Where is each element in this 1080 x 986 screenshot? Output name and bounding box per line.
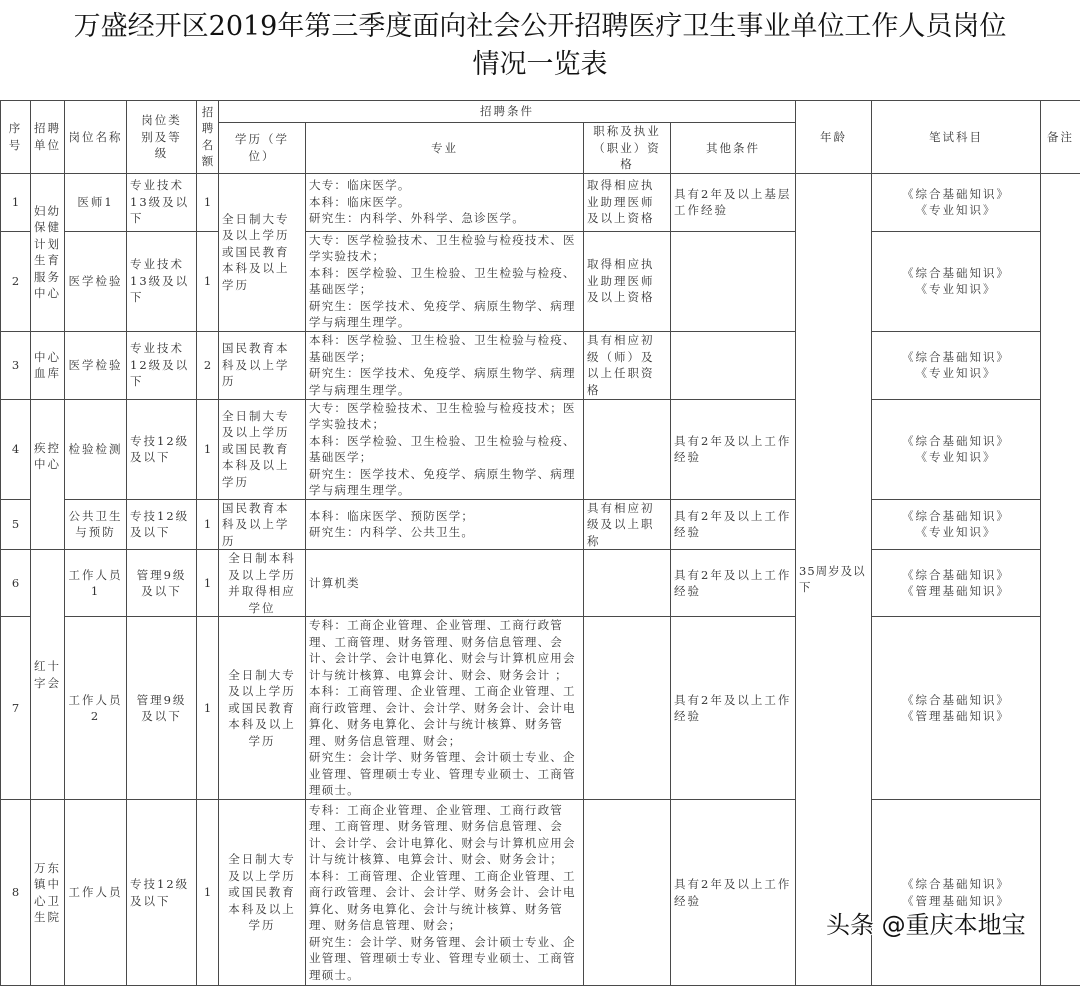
cell-category: 专技12级及以下	[127, 399, 197, 499]
col-header-exam: 笔试科目	[872, 101, 1041, 174]
cell-education: 国民教育本科及以上学历	[219, 331, 306, 399]
cell-position: 工作人员2	[65, 617, 127, 800]
cell-education: 全日制大专及以上学历或国民教育本科及以上学历	[219, 617, 306, 800]
cell-quota: 1	[197, 800, 219, 986]
exam-subject: 《综合基础知识》	[875, 508, 1037, 525]
table-row	[1, 173, 1080, 231]
cell-major	[306, 173, 584, 231]
major-line: 专科：工商企业管理、企业管理、工商行政管理、工商管理、财务管理、财务信息管理、会计、会计学、会计电算化、财会与计算机应用会计与统计核算、电算会计、财会、财务会计；	[309, 802, 580, 868]
cell-category: 专技12级及以下	[127, 800, 197, 986]
major-line: 大专：医学检验技术、卫生检验与检疫技术；医学实验技术；	[309, 400, 580, 433]
cell-quota: 1	[197, 550, 219, 617]
exam-subject: 《专业知识》	[875, 202, 1037, 219]
exam-subject: 《综合基础知识》	[875, 692, 1037, 709]
cell-other: 具有2年及以上工作经验	[671, 399, 796, 499]
header-row-1	[1, 101, 1080, 123]
cell-title-qual	[584, 617, 671, 800]
major-line: 大专：医学检验技术、卫生检验与检疫技术、医学实验技术；	[309, 232, 580, 265]
cell-position: 工作人员1	[65, 550, 127, 617]
cell-category: 管理9级及以下	[127, 617, 197, 800]
cell-title-qual	[584, 800, 671, 986]
table-row	[1, 800, 1080, 986]
page-title	[0, 8, 1080, 84]
cell-quota: 1	[197, 617, 219, 800]
exam-subject: 《管理基础知识》	[875, 708, 1037, 725]
cell-category: 专业技术12级及以下	[127, 331, 197, 399]
col-header-education: 学历（学位）	[219, 123, 306, 174]
cell-major	[306, 499, 584, 550]
cell-position: 医师1	[65, 173, 127, 231]
cell-position: 工作人员	[65, 800, 127, 986]
major-line: 大专：临床医学。	[309, 177, 580, 194]
cell-seq: 2	[1, 231, 31, 331]
cell-seq: 7	[1, 617, 31, 800]
cell-unit: 妇幼保健计划生育服务中心	[31, 173, 65, 331]
cell-education: 全日制大专及以上学历或国民教育本科及以上学历	[219, 800, 306, 986]
exam-subject: 《专业知识》	[875, 449, 1037, 466]
cell-category: 专技12级及以下	[127, 499, 197, 550]
major-line: 计算机类	[309, 575, 580, 592]
cell-title-qual: 取得相应执业助理医师及以上资格	[584, 173, 671, 231]
cell-seq: 4	[1, 399, 31, 499]
cell-unit: 疾控中心	[31, 399, 65, 550]
table-row	[1, 617, 1080, 800]
exam-subject: 《综合基础知识》	[875, 433, 1037, 450]
major-line: 本科：临床医学、预防医学；	[309, 508, 580, 525]
cell-seq: 1	[1, 173, 31, 231]
exam-subject: 《专业知识》	[875, 524, 1037, 541]
cell-seq: 3	[1, 331, 31, 399]
cell-other	[671, 331, 796, 399]
major-line: 专科：工商企业管理、企业管理、工商行政管理、工商管理、财务管理、财务信息管理、会计、会计学、会计电算化、财会与计算机应用会计与统计核算、电算会计、财会、财务会计 ；	[309, 617, 580, 683]
col-header-category: 岗位类别及等级	[127, 101, 197, 174]
major-line: 本科：临床医学。	[309, 194, 580, 211]
exam-subject: 《综合基础知识》	[875, 186, 1037, 203]
cell-exam	[872, 800, 1041, 986]
cell-position: 检验检测	[65, 399, 127, 499]
cell-unit: 红十字会	[31, 550, 65, 800]
cell-exam	[872, 617, 1041, 800]
cell-other: 具有2年及以上工作经验	[671, 800, 796, 986]
col-header-other: 其他条件	[671, 123, 796, 174]
cell-quota: 1	[197, 231, 219, 331]
col-header-title-qual: 职称及执业（职业）资格	[584, 123, 671, 174]
cell-other	[671, 231, 796, 331]
cell-education: 国民教育本科及以上学历	[219, 499, 306, 550]
table-row	[1, 231, 1080, 331]
cell-position: 医学检验	[65, 331, 127, 399]
cell-position: 医学检验	[65, 231, 127, 331]
cell-other: 具有2年及以上工作经验	[671, 617, 796, 800]
cell-major	[306, 399, 584, 499]
exam-subject: 《综合基础知识》	[875, 876, 1037, 893]
exam-subject: 《综合基础知识》	[875, 349, 1037, 366]
exam-subject: 《管理基础知识》	[875, 893, 1037, 910]
cell-other: 具有2年及以上工作经验	[671, 550, 796, 617]
major-line: 研究生：内科学、外科学、急诊医学。	[309, 210, 580, 227]
col-header-remark: 备注	[1041, 101, 1080, 174]
cell-major	[306, 800, 584, 986]
major-line: 本科：工商管理、企业管理、工商企业管理、工商行政管理、会计、会计学、财务会计、会计电算化、财务电算化、会计与统计核算、财务管理、财务信息管理、财会；	[309, 683, 580, 749]
exam-subject: 《综合基础知识》	[875, 265, 1037, 282]
exam-subject: 《综合基础知识》	[875, 567, 1037, 584]
cell-title-qual: 具有相应初级及以上职称	[584, 499, 671, 550]
table-row	[1, 331, 1080, 399]
cell-category: 专业技术13级及以下	[127, 231, 197, 331]
cell-title-qual: 具有相应初级（师）及以上任职资格	[584, 331, 671, 399]
title-line-2: 情况一览表	[0, 46, 1080, 84]
exam-subject: 《专业知识》	[875, 281, 1037, 298]
cell-category: 管理9级及以下	[127, 550, 197, 617]
cell-position: 公共卫生与预防	[65, 499, 127, 550]
cell-quota: 1	[197, 173, 219, 231]
major-line: 研究生：会计学、财务管理、会计硕士专业、企业管理、管理硕士专业、管理专业硕士、工商管理硕士。	[309, 934, 580, 984]
table-row	[1, 550, 1080, 617]
cell-unit: 万东镇中心卫生院	[31, 800, 65, 986]
major-line: 本科：工商管理、企业管理、工商企业管理、工商行政管理、会计、会计学、财务会计、会计电算化、财务电算化、会计与统计核算、财务管理、财务信息管理、财会；	[309, 868, 580, 934]
cell-age: 35周岁及以下	[796, 173, 872, 986]
major-line: 本科：医学检验、卫生检验、卫生检验与检疫、基础医学；	[309, 332, 580, 365]
cell-major	[306, 550, 584, 617]
col-header-quota: 招聘名额	[197, 101, 219, 174]
col-header-seq: 序号	[1, 101, 31, 174]
major-line: 研究生：会计学、财务管理、会计硕士专业、企业管理、管理硕士专业、管理专业硕士、工商管理硕士。	[309, 749, 580, 799]
col-header-age: 年龄	[796, 101, 872, 174]
cell-title-qual	[584, 399, 671, 499]
major-line: 本科：医学检验、卫生检验、卫生检验与检疫、基础医学；	[309, 433, 580, 466]
cell-title-qual: 取得相应执业助理医师及以上资格	[584, 231, 671, 331]
col-header-conditions: 招聘条件	[219, 101, 796, 123]
col-header-position: 岗位名称	[65, 101, 127, 174]
cell-exam	[872, 550, 1041, 617]
title-line-1: 万盛经开区2019年第三季度面向社会公开招聘医疗卫生事业单位工作人员岗位	[0, 8, 1080, 46]
cell-exam	[872, 331, 1041, 399]
major-line: 本科：医学检验、卫生检验、卫生检验与检疫、基础医学；	[309, 265, 580, 298]
cell-other: 具有2年及以上基层工作经验	[671, 173, 796, 231]
cell-other: 具有2年及以上工作经验	[671, 499, 796, 550]
cell-education: 全日制大专及以上学历或国民教育本科及以上学历	[219, 399, 306, 499]
cell-exam	[872, 231, 1041, 331]
cell-quota: 1	[197, 499, 219, 550]
cell-unit: 中心血库	[31, 331, 65, 399]
col-header-major: 专业	[306, 123, 584, 174]
table-row	[1, 399, 1080, 499]
cell-title-qual	[584, 550, 671, 617]
cell-major	[306, 231, 584, 331]
cell-quota: 2	[197, 331, 219, 399]
exam-subject: 《管理基础知识》	[875, 583, 1037, 600]
cell-major	[306, 617, 584, 800]
cell-major	[306, 331, 584, 399]
cell-remark	[1041, 173, 1080, 986]
positions-table	[0, 100, 1080, 986]
cell-seq: 8	[1, 800, 31, 986]
col-header-unit: 招聘单位	[31, 101, 65, 174]
major-line: 研究生：内科学、公共卫生。	[309, 524, 580, 541]
cell-category: 专业技术13级及以下	[127, 173, 197, 231]
major-line: 研究生：医学技术、免疫学、病原生物学、病理学与病理生理学。	[309, 365, 580, 398]
cell-education: 全日制大专及以上学历或国民教育本科及以上学历	[219, 173, 306, 331]
cell-education: 全日制本科及以上学历并取得相应学位	[219, 550, 306, 617]
cell-exam	[872, 499, 1041, 550]
cell-seq: 6	[1, 550, 31, 617]
exam-subject: 《专业知识》	[875, 365, 1037, 382]
cell-exam	[872, 173, 1041, 231]
cell-seq: 5	[1, 499, 31, 550]
cell-quota: 1	[197, 399, 219, 499]
source-watermark: 头条 @重庆本地宝	[826, 905, 1026, 940]
major-line: 研究生：医学技术、免疫学、病原生物学、病理学与病理生理学。	[309, 298, 580, 331]
major-line: 研究生：医学技术、免疫学、病原生物学、病理学与病理生理学。	[309, 466, 580, 499]
cell-exam	[872, 399, 1041, 499]
table-row	[1, 499, 1080, 550]
